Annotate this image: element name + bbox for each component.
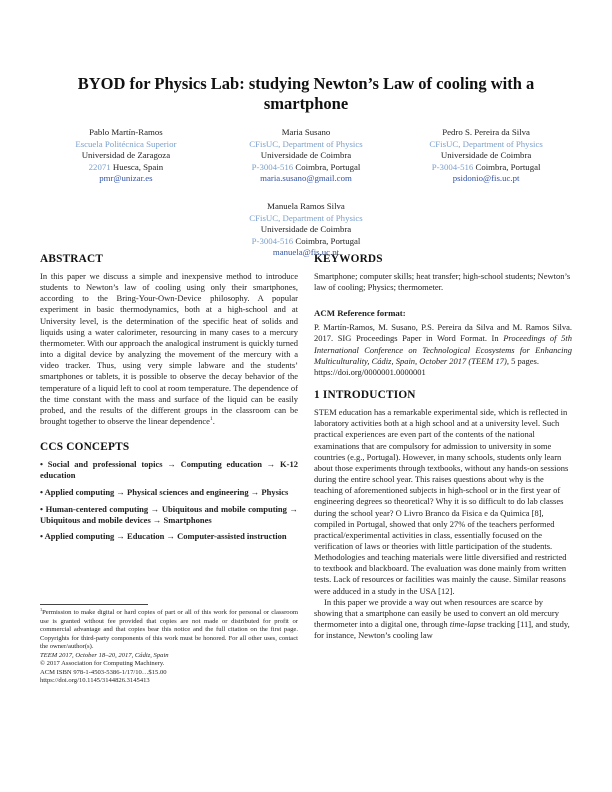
footnote-doi-link: https://doi.org/10.1145/3144826.3145413 <box>40 677 150 685</box>
acm-reference-paragraph <box>314 322 572 367</box>
acm-reference-pages: 5 pages. <box>509 355 539 366</box>
ccs-concept-item: • Human-centered computing → Ubiquitous and mobile computing → Ubiquitous and mobile devices → Smartphones <box>40 503 298 525</box>
acm-reference-proceedings: Proceedings of 5th International Conference on Technological Ecosystems for Enhancing Multiculturality, Cádiz, Spain, October 2017 (TEEM 17), <box>314 333 572 366</box>
author-postcode: P-3004-516 <box>251 161 294 172</box>
footnote-permission-text: Permission to make digital or hard copies of part or all of this work for personal or classroom use is granted without fee provided that copies are not made or distributed for profit or commercial advantage and that copies bear this notice and the full citation on the first page. Copyrights for third-party components of this work must be honored. For all other uses, contact the owner/author(s). <box>40 609 298 651</box>
author-university: Universidad de Zaragoza <box>81 150 171 161</box>
author-postcode: 22071 <box>88 161 111 172</box>
author-address <box>216 162 396 174</box>
author-university: Universidade de Coimbra <box>440 150 532 161</box>
author-city: Huesca, Spain <box>110 161 164 172</box>
section-heading-introduction: 1 INTRODUCTION <box>314 389 416 402</box>
paper-title-text: BYOD for Physics Lab: studying Newton’s Law of cooling with a smartphone <box>77 74 535 114</box>
keywords-paragraph: Smartphone; computer skills; heat transfer; high-school students; Newton’s law of cooling; Physics; thermometer. <box>314 271 571 293</box>
footnote-copyright: © 2017 Association for Computing Machinery. <box>40 660 165 668</box>
acm-reference-text: P. Martín-Ramos, M. Susano, P.S. Pereira da Silva and M. Ramos Silva. 2017. SIG Proceedings Paper in Word Format. In <box>314 322 572 344</box>
author-address <box>36 162 216 174</box>
abstract-text-end: . <box>212 416 215 427</box>
author-block-2 <box>216 127 396 185</box>
author-block-1 <box>36 127 216 185</box>
author-address <box>396 162 576 174</box>
ccs-concept-item: • Social and professional topics → Computing education → K-12 education <box>40 459 298 481</box>
ccs-concept-item: • Applied computing → Physical sciences and engineering → Physics <box>40 487 289 497</box>
author-email-link[interactable]: maria.susano@gmail.com <box>260 173 352 184</box>
ccs-concept-item: • Applied computing → Education → Computer-assisted instruction <box>40 531 287 542</box>
abstract-paragraph <box>40 271 298 427</box>
author-department: CFisUC, Department of Physics <box>429 138 543 149</box>
acm-reference-doi: https://doi.org/0000001.0000001 <box>314 366 426 377</box>
introduction-italic-term: time-lapse <box>449 619 486 630</box>
section-heading-abstract: ABSTRACT <box>40 253 104 265</box>
section-heading-keywords: KEYWORDS <box>314 253 383 265</box>
footnote-ref-marker: 1 <box>209 416 213 423</box>
author-postcode: P-3004-516 <box>251 235 294 246</box>
section-heading-ccs: CCS CONCEPTS <box>40 441 130 454</box>
author-department: CFisUC, Department of Physics <box>249 212 363 223</box>
footnote-conference: TEEM 2017, October 18–20, 2017, Cádiz, Spain <box>40 651 169 659</box>
author-city: Coimbra, Portugal <box>473 161 541 172</box>
introduction-text-end: tracking [11], and study, for instance, Newton’s cooling law <box>314 619 570 641</box>
author-email-link[interactable]: psidonio@fis.uc.pt <box>452 173 520 184</box>
author-department: CFisUC, Department of Physics <box>249 138 363 149</box>
author-name: Manuela Ramos Silva <box>267 201 345 211</box>
author-email-link[interactable]: pmr@unizar.es <box>99 173 153 184</box>
author-department: Escuela Politécnica Superior <box>75 138 177 149</box>
introduction-paragraph-1: STEM education has a remarkable experimental side, which is reflected in laboratory activities both at a high school and at a university level. Such practical experiences are even part of the contents of the national examinations that are compulsory for admission to university in some countries (e.g., Portugal). However, in many schools, students only learn about those experiments through textbooks, without any hands-on sessions during the entire school year. This raises questions about why is the teaching of aforementioned subjects in high-school or in the first year of engineering degrees so theoretical? Why it is so difficult to do lab classes during the school year? O Livro Branco da Fisica e da Quimica [8], compiled in Portugal, showed that only 27% of the teachers performed practical/experimental activities in class, essentially focused on the verification of laws or theories with little participation of the students. Methodologies and teaching materials were little diversified and restricted to textbook and blackboard. The evaluation was done mainly from written tests. Lack of resources or facilities was mainly the cause. Similar reasons were adduced in a study in the USA [12]. <box>314 407 569 596</box>
author-email-link[interactable]: manuela@fis.uc.pt <box>272 247 340 258</box>
acm-reference-heading: ACM Reference format: <box>314 308 406 319</box>
right-column <box>314 250 572 641</box>
author-city: Coimbra, Portugal <box>293 235 361 246</box>
author-address <box>196 236 416 248</box>
footnote-permission <box>40 606 298 652</box>
author-row-top <box>36 127 576 185</box>
author-block-3 <box>396 127 576 185</box>
author-postcode: P-3004-516 <box>431 161 474 172</box>
footnote-marker: 1 <box>40 606 43 612</box>
author-name: Pedro S. Pereira da Silva <box>442 127 530 137</box>
introduction-text: In this paper we provide a way out when resources are scarce by showing that a smartphone can easily be used to convert an old mercury thermometer into a digital one, through <box>314 596 560 630</box>
author-name: Pablo Martín-Ramos <box>89 127 163 137</box>
author-name: Maria Susano <box>281 127 331 137</box>
footnote-separator <box>40 604 148 605</box>
author-university: Universidade de Coimbra <box>260 150 352 161</box>
footnote-isbn: ACM ISBN 978-1-4503-5386-1/17/10…$15.00 <box>40 668 167 676</box>
paper-title <box>66 74 546 114</box>
left-column <box>40 250 298 641</box>
author-city: Coimbra, Portugal <box>293 161 361 172</box>
first-page-footnote <box>40 604 298 686</box>
introduction-paragraph-2 <box>314 597 572 642</box>
author-university: Universidade de Coimbra <box>260 224 352 235</box>
abstract-text: In this paper we discuss a simple and inexpensive method to introduce students to Newton’s law of cooling using only their smartphones, according to the Bring-Your-Own-Device philosophy. A popular experiment in basic thermodynamics, both at a high-school and at University level, is the determination of the specific heat of solids and liquids using a water calorimeter, resourcing in many cases to a mercury thermometer. With our approach the analogical instrument is quickly turned into a digital device by analyzing the movement of the mercury with a video tracker. Thus, using very simple labware and the students’ smartphones or tablets, it is possible to observe the decay behavior of the temperature of a liquid left to cool at room temperature. The dependence of the time constant with the mass and surface of the liquid can be easily probed, and the results of the different groups in the classroom can be brought together to observe the linear dependence <box>40 271 298 427</box>
two-column-body <box>40 250 572 641</box>
